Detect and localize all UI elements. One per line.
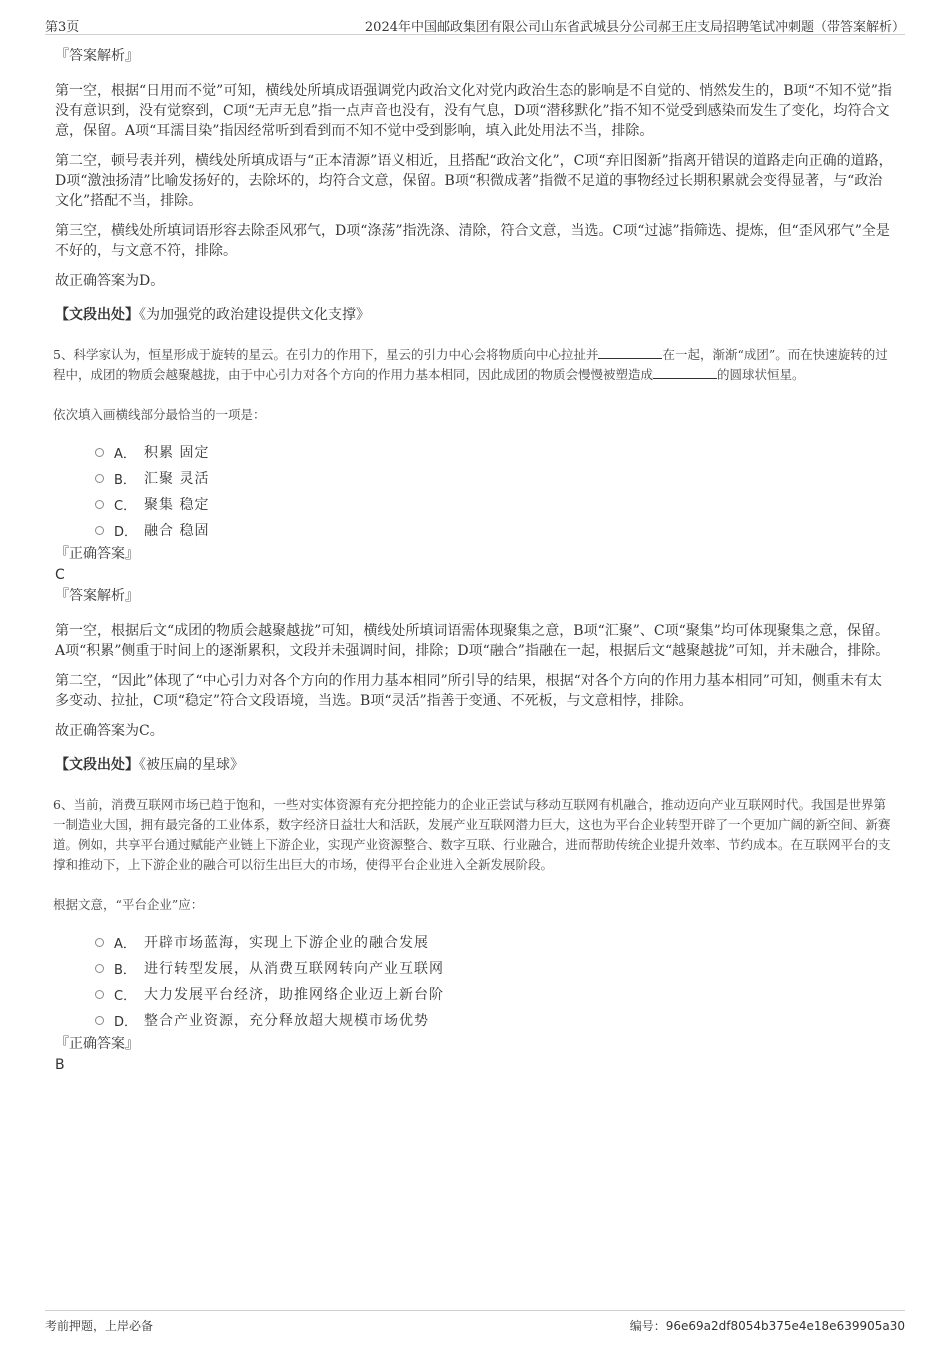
question-text: 的圆球状恒星。 [717,367,805,382]
analysis-paragraph: 第一空，根据后文“成团的物质会越聚越拢”可知，横线处所填词语需体现聚集之意，B项“汇聚”、C项“聚集”均可体现聚集之意，保留。A项“积累”侧重于时间上的逐渐累积，文段并未强调时间，排除；D项“融合”指融在一起，根据后文“越聚越拢”可知，并未融合，排除。 [55,623,890,659]
correct-answer: C [55,567,65,583]
document-id-value: 96e69a2df8054b375e4e18e639905a30 [665,1319,905,1333]
question-prompt: 根据文意，“平台企业”应： [53,897,204,912]
option-text: 开辟市场蓝海，实现上下游企业的融合发展 [144,935,429,951]
option-d[interactable] [95,1007,893,1033]
option-c[interactable] [95,491,893,517]
source-title: 《为加强党的政治建设提供文化支撑》 [139,307,370,323]
page-number: 第3页 [45,20,80,35]
question-text: 5、科学家认为，恒星形成于旋转的星云。在引力的作用下，星云的引力中心会将物质向中心拉扯并 [53,347,599,362]
option-letter: A． [114,936,136,952]
radio-icon[interactable] [95,500,104,509]
option-letter: D． [114,524,138,540]
question-prompt: 依次填入画横线部分最恰当的一项是： [53,407,266,422]
option-b[interactable] [95,465,893,491]
option-d[interactable] [95,517,893,543]
radio-icon[interactable] [95,938,104,947]
question-6-options [95,929,893,1033]
fill-blank [598,346,662,359]
answer-analysis-heading: 『答案解析』 [55,588,139,604]
option-letter: B． [114,962,136,978]
page-footer [45,1310,905,1333]
analysis-paragraph: 第一空，根据“日用而不觉”可知，横线处所填成语强调党内政治文化对党内政治生态的影响是不自觉的、悄然发生的，B项“不知不觉”指没有意识到，没有觉察到，C项“无声无息”指一点声音也没有，没有气息，D项“潜移默化”指不知不觉受到感染而发生了变化，均符合文意，保留。A项“耳濡目染”指因经常听到看到而不知不觉中受到影响，填入此处用法不当，排除。 [55,83,892,139]
analysis-paragraph: 第二空，顿号表并列，横线处所填成语与“正本清源”语义相近，且搭配“政治文化”，C项“弃旧图新”指离开错误的道路走向正确的道路，D项“激浊扬清”比喻发扬好的，去除坏的，均符合文意，保留。B项“积微成著”指微不足道的事物经过长期积累就会变得显著，与“政治文化”搭配不当，排除。 [55,153,893,209]
option-text: 大力发展平台经济，助推网络企业迈上新台阶 [144,987,444,1003]
document-id [630,1317,905,1334]
option-text: 聚集 稳定 [144,497,210,513]
radio-icon[interactable] [95,474,104,483]
radio-icon[interactable] [95,526,104,535]
option-b[interactable] [95,955,893,981]
option-a[interactable] [95,439,893,465]
source-title: 《被压扁的星球》 [139,757,244,773]
question-text: 在一起，渐渐“成团”。而在快速旋转的过程中，成团的物质会越聚越拢，由于中心引力对各个方向的作用力基本相同，因此成团的物质会慢慢被塑造成 [53,347,888,382]
conclusion: 故正确答案为C。 [55,723,164,739]
document-id-label: 编号： [629,1319,666,1333]
page-header [45,12,905,35]
option-letter: B． [114,472,136,488]
source-tag: 【文段出处】 [55,757,139,773]
option-letter: D． [114,1014,138,1030]
radio-icon[interactable] [95,964,104,973]
analysis-paragraph: 第二空，“因此”体现了“中心引力对各个方向的作用力基本相同”所引导的结果，根据“对各个方向的作用力基本相同”可知，侧重未有太多变动、拉扯，C项“稳定”符合文段语境，当选。B项“灵活”指善于变通、不死板，与文意相悖，排除。 [55,673,882,709]
option-letter: C． [114,498,137,514]
correct-answer-heading: 『正确答案』 [55,1036,139,1052]
question-5-stem [53,345,893,385]
option-text: 汇聚 灵活 [144,471,210,487]
option-a[interactable] [95,929,893,955]
question-6-stem: 6、当前，消费互联网市场已趋于饱和，一些对实体资源有充分把控能力的企业正尝试与移动互联网有机融合，推动迈向产业互联网时代。我国是世界第一制造业大国，拥有最完备的工业体系，数字经济日益壮大和活跃，发展产业互联网潜力巨大，这也为平台企业转型开辟了一个更加广阔的新空间、新赛道。例如，共享平台通过赋能产业链上下游企业，实现产业资源整合、数字互联、行业融合，进而帮助传统企业提升效率、节约成本。在互联网平台的支撑和推动下，上下游企业的融合可以衍生出巨大的市场，使得平台企业进入全新发展阶段。 [53,797,891,872]
option-c[interactable] [95,981,893,1007]
question-5-options [95,439,893,543]
correct-answer-heading: 『正确答案』 [55,546,139,562]
option-text: 积累 固定 [144,445,210,461]
conclusion: 故正确答案为D。 [55,273,165,289]
fill-blank [653,366,717,379]
correct-answer: B [55,1057,65,1073]
radio-icon[interactable] [95,990,104,999]
source-tag: 【文段出处】 [55,307,139,323]
footer-slogan: 考前押题，上岸必备 [45,1319,154,1333]
option-letter: C． [114,988,137,1004]
option-text: 整合产业资源，充分释放超大规模市场优势 [144,1013,429,1029]
option-text: 融合 稳固 [144,523,210,539]
option-letter: A． [114,446,136,462]
answer-analysis-heading: 『答案解析』 [55,48,139,64]
document-title: 2024年中国邮政集团有限公司山东省武城县分公司郝王庄支局招聘笔试冲刺题（带答案解析） [364,20,905,35]
source-citation [55,755,893,775]
main-content [55,45,893,1075]
radio-icon[interactable] [95,1016,104,1025]
analysis-paragraph: 第三空，横线处所填词语形容去除歪风邪气，D项“涤荡”指洗涤、清除，符合文意，当选。C项“过滤”指筛选、提炼，但“歪风邪气”全是不好的，与文意不符，排除。 [55,223,890,259]
source-citation [55,305,893,325]
option-text: 进行转型发展，从消费互联网转向产业互联网 [144,961,444,977]
radio-icon[interactable] [95,448,104,457]
